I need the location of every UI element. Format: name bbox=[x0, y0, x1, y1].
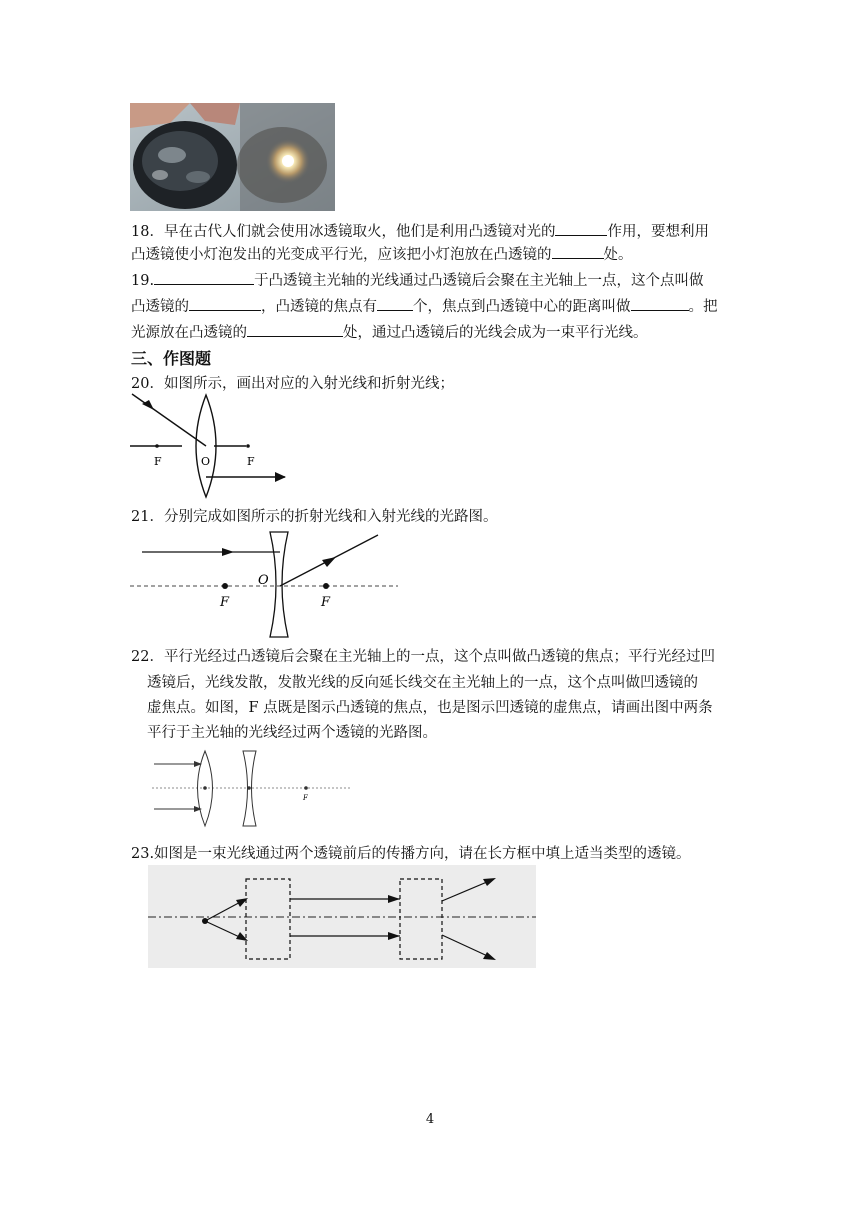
q19-line2 bbox=[131, 296, 718, 317]
q19-blank-4[interactable] bbox=[631, 296, 689, 311]
label-f: F bbox=[303, 794, 308, 802]
focus-point-left bbox=[222, 583, 228, 589]
q19-blank-3[interactable] bbox=[377, 296, 413, 311]
q19-blank-1[interactable] bbox=[154, 270, 254, 285]
q22-line2: 透镜后，光线发散，发散光线的反向延长线交在主光轴上的一点，这个点叫做凹透镜的 bbox=[147, 675, 698, 691]
focus-point-right bbox=[246, 444, 250, 448]
section-title: 三、作图题 bbox=[131, 349, 212, 368]
label-f-right: F bbox=[321, 595, 331, 610]
focus-point-right bbox=[323, 583, 329, 589]
q18-blank-2[interactable] bbox=[552, 244, 604, 259]
label-o: O bbox=[201, 455, 211, 468]
ray-arrow bbox=[322, 557, 336, 567]
ice-lens-photo bbox=[130, 103, 335, 211]
q19-text: 。把 bbox=[688, 299, 718, 315]
convex-lens-center bbox=[203, 786, 207, 790]
q21-text: 21．分别完成如图所示的折射光线和入射光线的光路图。 bbox=[131, 509, 498, 525]
q19-text: 于凸透镜主光轴的光线通过凸透镜后会聚在主光轴上一点，这个点叫做 bbox=[254, 273, 704, 289]
concave-lens-center bbox=[247, 786, 251, 790]
q19-blank-2[interactable] bbox=[189, 296, 261, 311]
label-f-left: F bbox=[220, 595, 230, 610]
q20-text: 20．如图所示，画出对应的入射光线和折射光线； bbox=[131, 376, 454, 392]
q21-diagram bbox=[130, 530, 400, 640]
q19-blank-5[interactable] bbox=[247, 322, 343, 337]
q22-line4: 平行于主光轴的光线经过两个透镜的光路图。 bbox=[147, 725, 437, 741]
label-f-left: F bbox=[154, 455, 162, 468]
ray-arrow bbox=[275, 472, 286, 482]
q22-line1: 22．平行光经过凸透镜后会聚在主光轴上的一点，这个点叫做凸透镜的焦点；平行光经过凹 bbox=[131, 649, 715, 665]
q23-diagram bbox=[148, 865, 536, 968]
focus-point-left bbox=[155, 444, 159, 448]
q19-text: 光源放在凸透镜的 bbox=[131, 325, 247, 341]
q18-line1 bbox=[131, 221, 709, 242]
q19-text: 凸透镜的 bbox=[131, 299, 189, 315]
q18-text: 作用，要想利用 bbox=[607, 224, 709, 240]
label-f-right: F bbox=[247, 455, 255, 468]
q20-diagram bbox=[130, 392, 290, 500]
q18-text: 凸透镜使小灯泡发出的光变成平行光，应该把小灯泡放在凸透镜的 bbox=[131, 247, 552, 263]
q19-line3 bbox=[131, 322, 648, 343]
focus-point bbox=[304, 786, 308, 790]
q19-text: 处，通过凸透镜后的光线会成为一束平行光线。 bbox=[343, 325, 648, 341]
page-number: 4 bbox=[425, 1112, 435, 1127]
q19-text: ，凸透镜的焦点有 bbox=[261, 299, 377, 315]
q19-text: 19. bbox=[131, 273, 155, 289]
q18-line2 bbox=[131, 244, 633, 265]
q18-text: 18．早在古代人们就会使用冰透镜取火，他们是利用凸透镜对光的 bbox=[131, 224, 556, 240]
q22-line3: 虚焦点。如图，F 点既是图示凸透镜的焦点，也是图示凹透镜的虚焦点，请画出图中两条 bbox=[147, 700, 713, 716]
label-o: O bbox=[258, 573, 269, 588]
ray-arrow bbox=[194, 806, 202, 812]
q18-blank-1[interactable] bbox=[555, 221, 607, 236]
q19-line1 bbox=[131, 270, 704, 291]
q22-diagram bbox=[152, 748, 352, 830]
q18-text: 处。 bbox=[603, 247, 633, 263]
q19-text: 个，焦点到凸透镜中心的距离叫做 bbox=[413, 299, 631, 315]
q23-text: 23.如图是一束光线通过两个透镜前后的传播方向，请在长方框中填上适当类型的透镜。 bbox=[131, 846, 691, 862]
concave-lens bbox=[270, 532, 288, 637]
incident-ray bbox=[132, 394, 206, 446]
ray-arrow bbox=[222, 548, 234, 556]
